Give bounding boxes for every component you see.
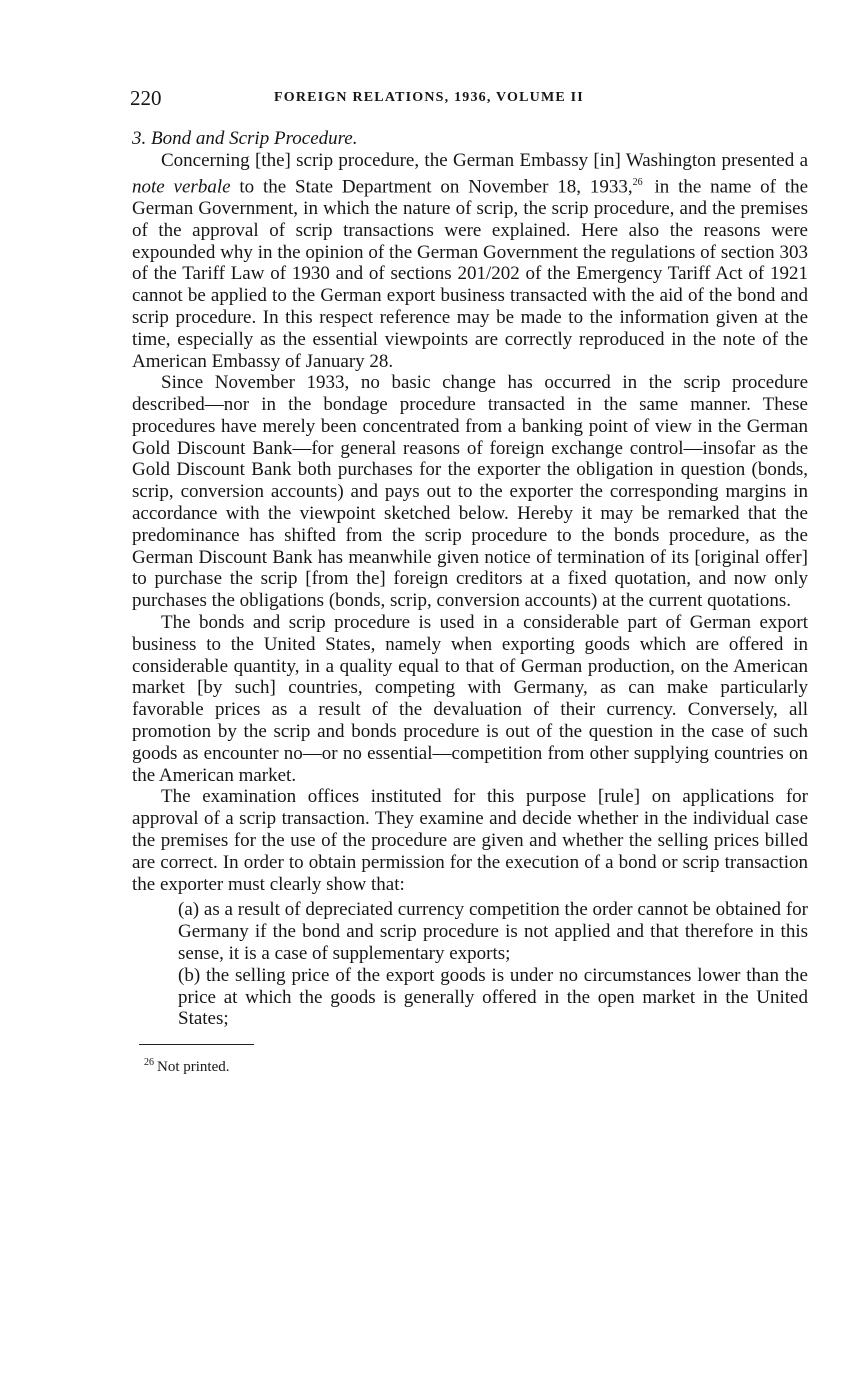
paragraph-1-lead: Concerning [the] scrip procedure, the German Embassy [in] Washington presented a <box>161 150 808 171</box>
list-item-label: (a) <box>178 899 200 921</box>
paragraph-1 <box>132 150 808 372</box>
running-title: FOREIGN RELATIONS, 1936, VOLUME II <box>274 90 584 105</box>
section-heading: 3. Bond and Scrip Procedure. <box>132 128 358 149</box>
document-page <box>132 84 808 1076</box>
paragraph-4: The examination offices instituted for this purpose [rule] on applications for approval of a scrip transaction. They examine and decide whether in the individual case the premises for the use of the procedure are given and whether the selling prices billed are correct. In order to obtain permission for the execution of a bond or scrip transaction the exporter must clearly show that: <box>132 786 808 895</box>
list-item-label: (b) <box>178 964 201 986</box>
paragraph-1-italic-term: note verbale <box>132 176 231 198</box>
list-item-text: the selling price of the export goods is under no circumstances lower than the price at which the goods is generally offered in the open market in the United States; <box>178 964 808 1030</box>
footnote-divider <box>139 1044 254 1045</box>
list-item <box>178 899 808 964</box>
paragraph-2: Since November 1933, no basic change has occurred in the scrip procedure described—nor in the bondage procedure transacted in the same manner. These procedures have merely been concentrated from a banking point of view in the German Gold Discount Bank—for general reasons of foreign exchange control—insofar as the Gold Discount Bank both purchases for the exporter the obligation in question (bonds, scrip, conversion accounts) and pays out to the exporter the corresponding margins in accordance with the viewpoint sketched below. Hereby it may be remarked that the predominance has shifted from the scrip procedure to the bonds procedure, as the German Discount Bank has meanwhile given notice of termination of its [original offer] to purchase the scrip [from the] foreign creditors at a fixed quotation, and now only purchases the obligations (bonds, scrip, conversion accounts) at the current quotations. <box>132 372 808 612</box>
paragraph-3: The bonds and scrip procedure is used in a considerable part of German export business to the United States, namely when exporting goods which are offered in considerable quantity, in a quality equal to that of German production, on the American market [by such] countries, competing with Germany, as can make particularly favorable prices as a result of the devaluation of their currency. Conversely, all promotion by the scrip and bonds procedure is out of the question in the case of such goods as encounter no—or no essential—competition from other supplying countries on the American market. <box>132 612 808 786</box>
paragraph-1-rest: in the name of the German Government, in which the nature of scrip, the scrip procedure, and the premises of the approval of scrip transactions were explained. Here also the reasons were expounded why in the opinion of the German Government the regulations of section 303 of the Tariff Law of 1930 and of sections 201/202 of the Emergency Tariff Act of 1921 cannot be applied to the German export business transacted with the aid of the bond and scrip procedure. In this respect reference may be made to the information given at the time, especially as the essential viewpoints are correctly reproduced in the note of the American Embassy of January 28. <box>132 176 809 372</box>
list-item-text: as a result of depreciated currency competition the order cannot be obtained for Germany if the bond and scrip procedure is not applied and that therefore in this sense, it is a case of supplementary exports; <box>178 899 808 965</box>
paragraph-1-middle: to the State Department on November 18, 1933, <box>230 176 633 198</box>
footnote-mark: 26 <box>144 1057 154 1069</box>
footnote <box>144 1054 808 1076</box>
list-item <box>178 965 808 1030</box>
footnote-reference: 26 <box>632 176 643 188</box>
footnote-text: Not printed. <box>157 1059 230 1076</box>
conditions-list <box>178 899 808 1030</box>
running-header <box>132 84 808 114</box>
page-number: 220 <box>130 86 162 110</box>
